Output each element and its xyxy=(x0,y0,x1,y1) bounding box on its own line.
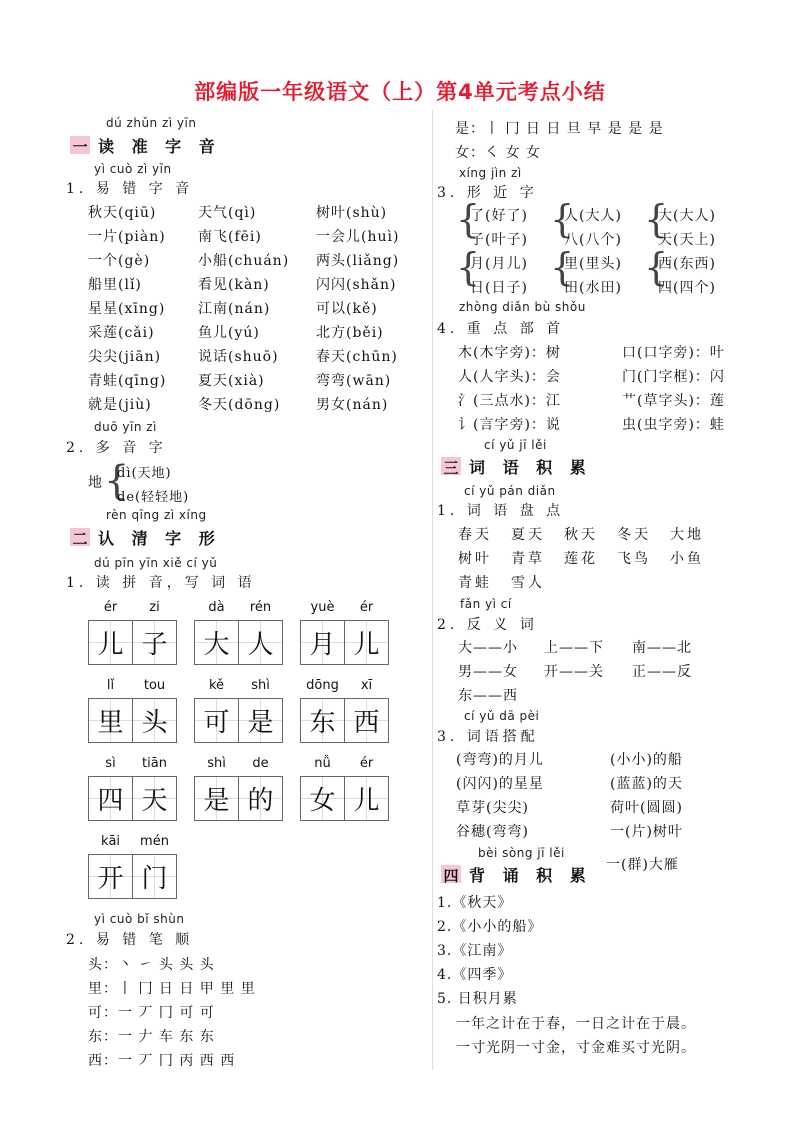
sec2-label: 认 清 字 形 xyxy=(98,529,221,548)
mistake-word: 两头(liǎng) xyxy=(316,253,400,269)
sec2-item2-pinyin: yì cuò bǐ shùn xyxy=(94,912,185,926)
sec2-item2-label: 2. 易 错 笔 顺 xyxy=(66,932,194,948)
mistake-word: 青蛙(qīng) xyxy=(88,373,167,389)
sec2-item4-pinyin: zhòng diǎn bù shǒu xyxy=(459,300,586,314)
similar-char: 人(大人) xyxy=(564,208,622,224)
radical-item: 虫(虫字旁)：蛙 xyxy=(622,417,725,433)
similar-char: 子(叶子) xyxy=(470,232,528,248)
sec2-pinyin: rèn qīng zì xíng xyxy=(106,508,207,522)
grid-cell: 头 xyxy=(132,698,177,743)
grid-pinyin: mén xyxy=(140,834,169,849)
antonym-item: 大——小 xyxy=(458,640,518,656)
sec3-label: 词 语 积 累 xyxy=(469,458,592,477)
similar-char: 大(大人) xyxy=(658,208,716,224)
brace-icon: { xyxy=(644,245,669,289)
mistake-word: 尖尖(jiān) xyxy=(88,349,162,365)
brace-icon: { xyxy=(456,245,481,289)
sec1-pinyin: dú zhǔn zì yīn xyxy=(106,116,197,130)
mistake-word: 树叶(shù) xyxy=(316,205,388,221)
grid-cell: 四 xyxy=(88,776,133,821)
sec4-number: 四 xyxy=(441,865,461,883)
recitation-item: 3.《江南》 xyxy=(437,943,513,959)
grid-cell: 门 xyxy=(132,854,177,899)
mistake-word: 江南(nán) xyxy=(198,301,271,317)
polyphone-reading-1: dì(天地) xyxy=(117,466,172,481)
char-grid xyxy=(88,698,176,743)
char-grid xyxy=(194,698,282,743)
word-pair: (闪闪)的星星 xyxy=(456,776,544,792)
brace-icon: { xyxy=(550,245,575,289)
similar-char: 八(八个) xyxy=(564,232,622,248)
saying-2: 一寸光阴一寸金，寸金难买寸光阴。 xyxy=(456,1040,696,1056)
mistake-word: 可以(kě) xyxy=(316,301,378,317)
radical-item: 口(口字旁)：叶 xyxy=(622,345,725,361)
radical-item: 木(木字旁)：树 xyxy=(458,345,561,361)
radical-item: 氵(三点水)：江 xyxy=(458,393,561,409)
sec1-label: 读 准 字 音 xyxy=(98,137,221,156)
similar-char: 了(好了) xyxy=(470,208,528,224)
sec3-pinyin: cí yǔ jī lěi xyxy=(484,438,547,452)
word-bank-item: 秋天 xyxy=(564,527,598,543)
sec2-item4-label: 4. 重 点 部 首 xyxy=(437,321,565,337)
radical-item: 艹(草字头)：莲 xyxy=(622,393,725,409)
mistake-word: 星星(xīng) xyxy=(88,301,166,317)
mistake-word: 一会儿(huì) xyxy=(316,229,400,245)
mistake-word: 小船(chuán) xyxy=(198,253,290,269)
brace-icon: { xyxy=(644,197,669,241)
sec3-number: 三 xyxy=(441,457,461,475)
antonym-item: 东——西 xyxy=(458,688,518,704)
stroke-order-shi: 是：丨 冂 日 日 旦 早 是 是 是 xyxy=(455,121,664,137)
mistake-word: 南飞(fēi) xyxy=(198,229,262,245)
word-pair: 荷叶(圆圆) xyxy=(610,800,683,816)
grid-pinyin: sì xyxy=(105,756,116,771)
sec2-item1-label: 1. 读 拼 音，写 词 语 xyxy=(66,575,256,591)
similar-char: 天(天上) xyxy=(658,232,716,248)
radical-item: 门(门字框)：闪 xyxy=(622,369,725,385)
word-bank-item: 青蛙 xyxy=(458,575,492,591)
grid-pinyin: kāi xyxy=(100,834,121,849)
grid-pinyin: yuè xyxy=(310,600,335,615)
brace-icon: { xyxy=(104,458,130,504)
grid-pinyin: lǐ xyxy=(106,678,115,693)
mistake-word: 闪闪(shǎn) xyxy=(316,277,397,293)
grid-pinyin: rén xyxy=(249,600,272,615)
sec3-item2-pinyin: fǎn yì cí xyxy=(460,597,512,611)
antonym-item: 男——女 xyxy=(458,664,518,680)
stroke-order-item: 里：丨 冂 日 日 甲 里 里 xyxy=(88,981,256,997)
radical-item: 讠(言字旁)：说 xyxy=(458,417,561,433)
word-pair: (小小)的船 xyxy=(610,752,683,768)
sec1-heading xyxy=(70,134,221,157)
grid-pinyin: ér xyxy=(359,756,374,771)
grid-cell: 儿 xyxy=(88,620,133,665)
grid-cell: 儿 xyxy=(344,620,389,665)
char-grid xyxy=(88,776,176,821)
mistake-word: 一片(piàn) xyxy=(88,229,166,245)
grid-cell: 儿 xyxy=(344,776,389,821)
similar-char: 月(月儿) xyxy=(470,256,528,272)
sec2-heading xyxy=(70,526,221,549)
stroke-order-item: 东：一 𠂇 车 东 东 xyxy=(88,1029,215,1045)
grid-cell: 人 xyxy=(238,620,283,665)
mistake-word: 秋天(qiū) xyxy=(88,205,157,221)
grid-pinyin: dōng xyxy=(306,678,339,693)
mistake-word: 北方(běi) xyxy=(316,325,384,341)
mistake-word: 冬天(dōng) xyxy=(198,397,281,413)
word-bank-item: 夏天 xyxy=(511,527,545,543)
char-grid xyxy=(194,620,282,665)
recitation-item: 4.《四季》 xyxy=(437,967,513,983)
stroke-order-nv: 女：㇛ 女 女 xyxy=(455,145,541,161)
mistake-word: 鱼儿(yú) xyxy=(198,325,260,341)
sec2-item1-pinyin: dú pīn yīn xiě cí yǔ xyxy=(94,556,218,570)
grid-pinyin: tou xyxy=(143,678,166,693)
word-pair: (蓝蓝)的天 xyxy=(610,776,683,792)
grid-cell: 的 xyxy=(238,776,283,821)
grid-cell: 可 xyxy=(194,698,239,743)
grid-pinyin: dà xyxy=(208,600,225,615)
sec1-item1-pinyin: yì cuò zì yīn xyxy=(94,162,172,176)
column-divider xyxy=(432,110,433,1070)
sec3-heading xyxy=(441,455,592,478)
grid-cell: 月 xyxy=(300,620,345,665)
sec1-item1-label: 1. 易 错 字 音 xyxy=(66,181,194,197)
mistake-word: 船里(lǐ) xyxy=(88,277,142,293)
recitation-item: 1.《秋天》 xyxy=(437,895,513,911)
stroke-order-item: 西：一 丆 冂 丙 西 西 xyxy=(88,1053,236,1069)
grid-cell: 是 xyxy=(238,698,283,743)
similar-char: 西(东西) xyxy=(658,256,716,272)
sec4-label: 背 诵 积 累 xyxy=(469,866,592,885)
brace-icon: { xyxy=(550,197,575,241)
similar-char: 里(里头) xyxy=(564,256,622,272)
mistake-word: 男女(nán) xyxy=(316,397,389,413)
sec3-item1-label: 1. 词 语 盘 点 xyxy=(437,503,565,519)
word-bank-item: 树叶 xyxy=(458,551,492,567)
grid-pinyin: xī xyxy=(360,678,373,693)
sec4-pinyin: bèi sòng jī lěi xyxy=(478,846,565,860)
word-bank-item: 青草 xyxy=(511,551,545,567)
sec2-item3-pinyin: xíng jìn zì xyxy=(459,166,522,180)
word-pair: (弯弯)的月儿 xyxy=(456,752,544,768)
word-pair: 一(片)树叶 xyxy=(610,824,683,840)
grid-pinyin: shì xyxy=(251,678,270,693)
grid-cell: 西 xyxy=(344,698,389,743)
sec1-number: 一 xyxy=(70,136,90,154)
word-bank-item: 雪人 xyxy=(511,575,545,591)
sec4-heading xyxy=(441,863,592,886)
recitation-item: 5. 日积月累 xyxy=(437,991,518,1007)
sec1-item2-label: 2. 多 音 字 xyxy=(66,440,167,456)
char-grid xyxy=(88,854,176,899)
grid-cell: 开 xyxy=(88,854,133,899)
sec3-item3-pinyin: cí yǔ dā pèi xyxy=(464,709,540,723)
word-bank-item: 冬天 xyxy=(617,527,651,543)
grid-pinyin: zi xyxy=(149,600,160,615)
sec1-item2-pinyin: duō yīn zì xyxy=(94,420,157,434)
word-bank-item: 小鱼 xyxy=(670,551,704,567)
stroke-order-item: 可：一 丆 冂 可 可 xyxy=(88,1005,215,1021)
word-pair: 谷穗(弯弯) xyxy=(456,824,529,840)
mistake-word: 说话(shuō) xyxy=(198,349,279,365)
antonym-item: 开——关 xyxy=(544,664,604,680)
saying-1: 一年之计在于春，一日之计在于晨。 xyxy=(456,1016,696,1032)
grid-cell: 里 xyxy=(88,698,133,743)
sec2-number: 二 xyxy=(70,528,90,546)
grid-cell: 东 xyxy=(300,698,345,743)
mistake-word: 天气(qì) xyxy=(198,205,257,221)
word-pair-last: 一(群)大雁 xyxy=(606,857,679,873)
mistake-word: 春天(chūn) xyxy=(316,349,398,365)
grid-pinyin: ér xyxy=(103,600,118,615)
grid-pinyin: kě xyxy=(208,678,225,693)
grid-pinyin: nǚ xyxy=(314,756,331,771)
word-bank-item: 莲花 xyxy=(564,551,598,567)
grid-cell: 大 xyxy=(194,620,239,665)
radical-item: 人(人字头)：会 xyxy=(458,369,561,385)
mistake-word: 夏天(xià) xyxy=(198,373,265,389)
mistake-word: 看见(kàn) xyxy=(198,277,270,293)
similar-char: 四(四个) xyxy=(658,280,716,296)
antonym-item: 正——反 xyxy=(632,664,692,680)
polyphone-char: 地 xyxy=(88,475,103,491)
sec3-item2-label: 2. 反 义 词 xyxy=(437,617,538,633)
antonym-item: 南——北 xyxy=(632,640,692,656)
grid-pinyin: tiān xyxy=(142,756,167,771)
sec3-item3-label: 3. 词语搭配 xyxy=(437,729,539,745)
char-grid xyxy=(88,620,176,665)
mistake-word: 就是(jiù) xyxy=(88,397,152,413)
char-grid xyxy=(194,776,282,821)
recitation-item: 2.《小小的船》 xyxy=(437,919,543,935)
mistake-word: 一个(gè) xyxy=(88,253,151,269)
mistake-word: 弯弯(wān) xyxy=(316,373,392,389)
sec2-item3-label: 3. 形 近 字 xyxy=(437,185,538,201)
char-grid xyxy=(300,698,388,743)
word-pair: 草芽(尖尖) xyxy=(456,800,529,816)
grid-cell: 女 xyxy=(300,776,345,821)
sec3-item1-pinyin: cí yǔ pán diǎn xyxy=(464,484,556,498)
similar-char: 田(水田) xyxy=(564,280,622,296)
grid-pinyin: ér xyxy=(359,600,374,615)
mistake-word: 采莲(cǎi) xyxy=(88,325,155,341)
stroke-order-item: 头：丶 ㇀ 头 头 头 xyxy=(88,957,215,973)
grid-pinyin: de xyxy=(252,756,269,771)
similar-char: 日(日子) xyxy=(470,280,528,296)
grid-cell: 是 xyxy=(194,776,239,821)
char-grid xyxy=(300,620,388,665)
antonym-item: 上——下 xyxy=(544,640,604,656)
word-bank-item: 大地 xyxy=(670,527,704,543)
word-bank-item: 春天 xyxy=(458,527,492,543)
grid-cell: 子 xyxy=(132,620,177,665)
brace-icon: { xyxy=(456,197,481,241)
page-title: 部编版一年级语文（上）第4单元考点小结 xyxy=(194,80,606,104)
word-bank-item: 飞鸟 xyxy=(617,551,651,567)
grid-pinyin: shì xyxy=(207,756,226,771)
polyphone-reading-2: de(轻轻地) xyxy=(117,490,190,505)
char-grid xyxy=(300,776,388,821)
grid-cell: 天 xyxy=(132,776,177,821)
